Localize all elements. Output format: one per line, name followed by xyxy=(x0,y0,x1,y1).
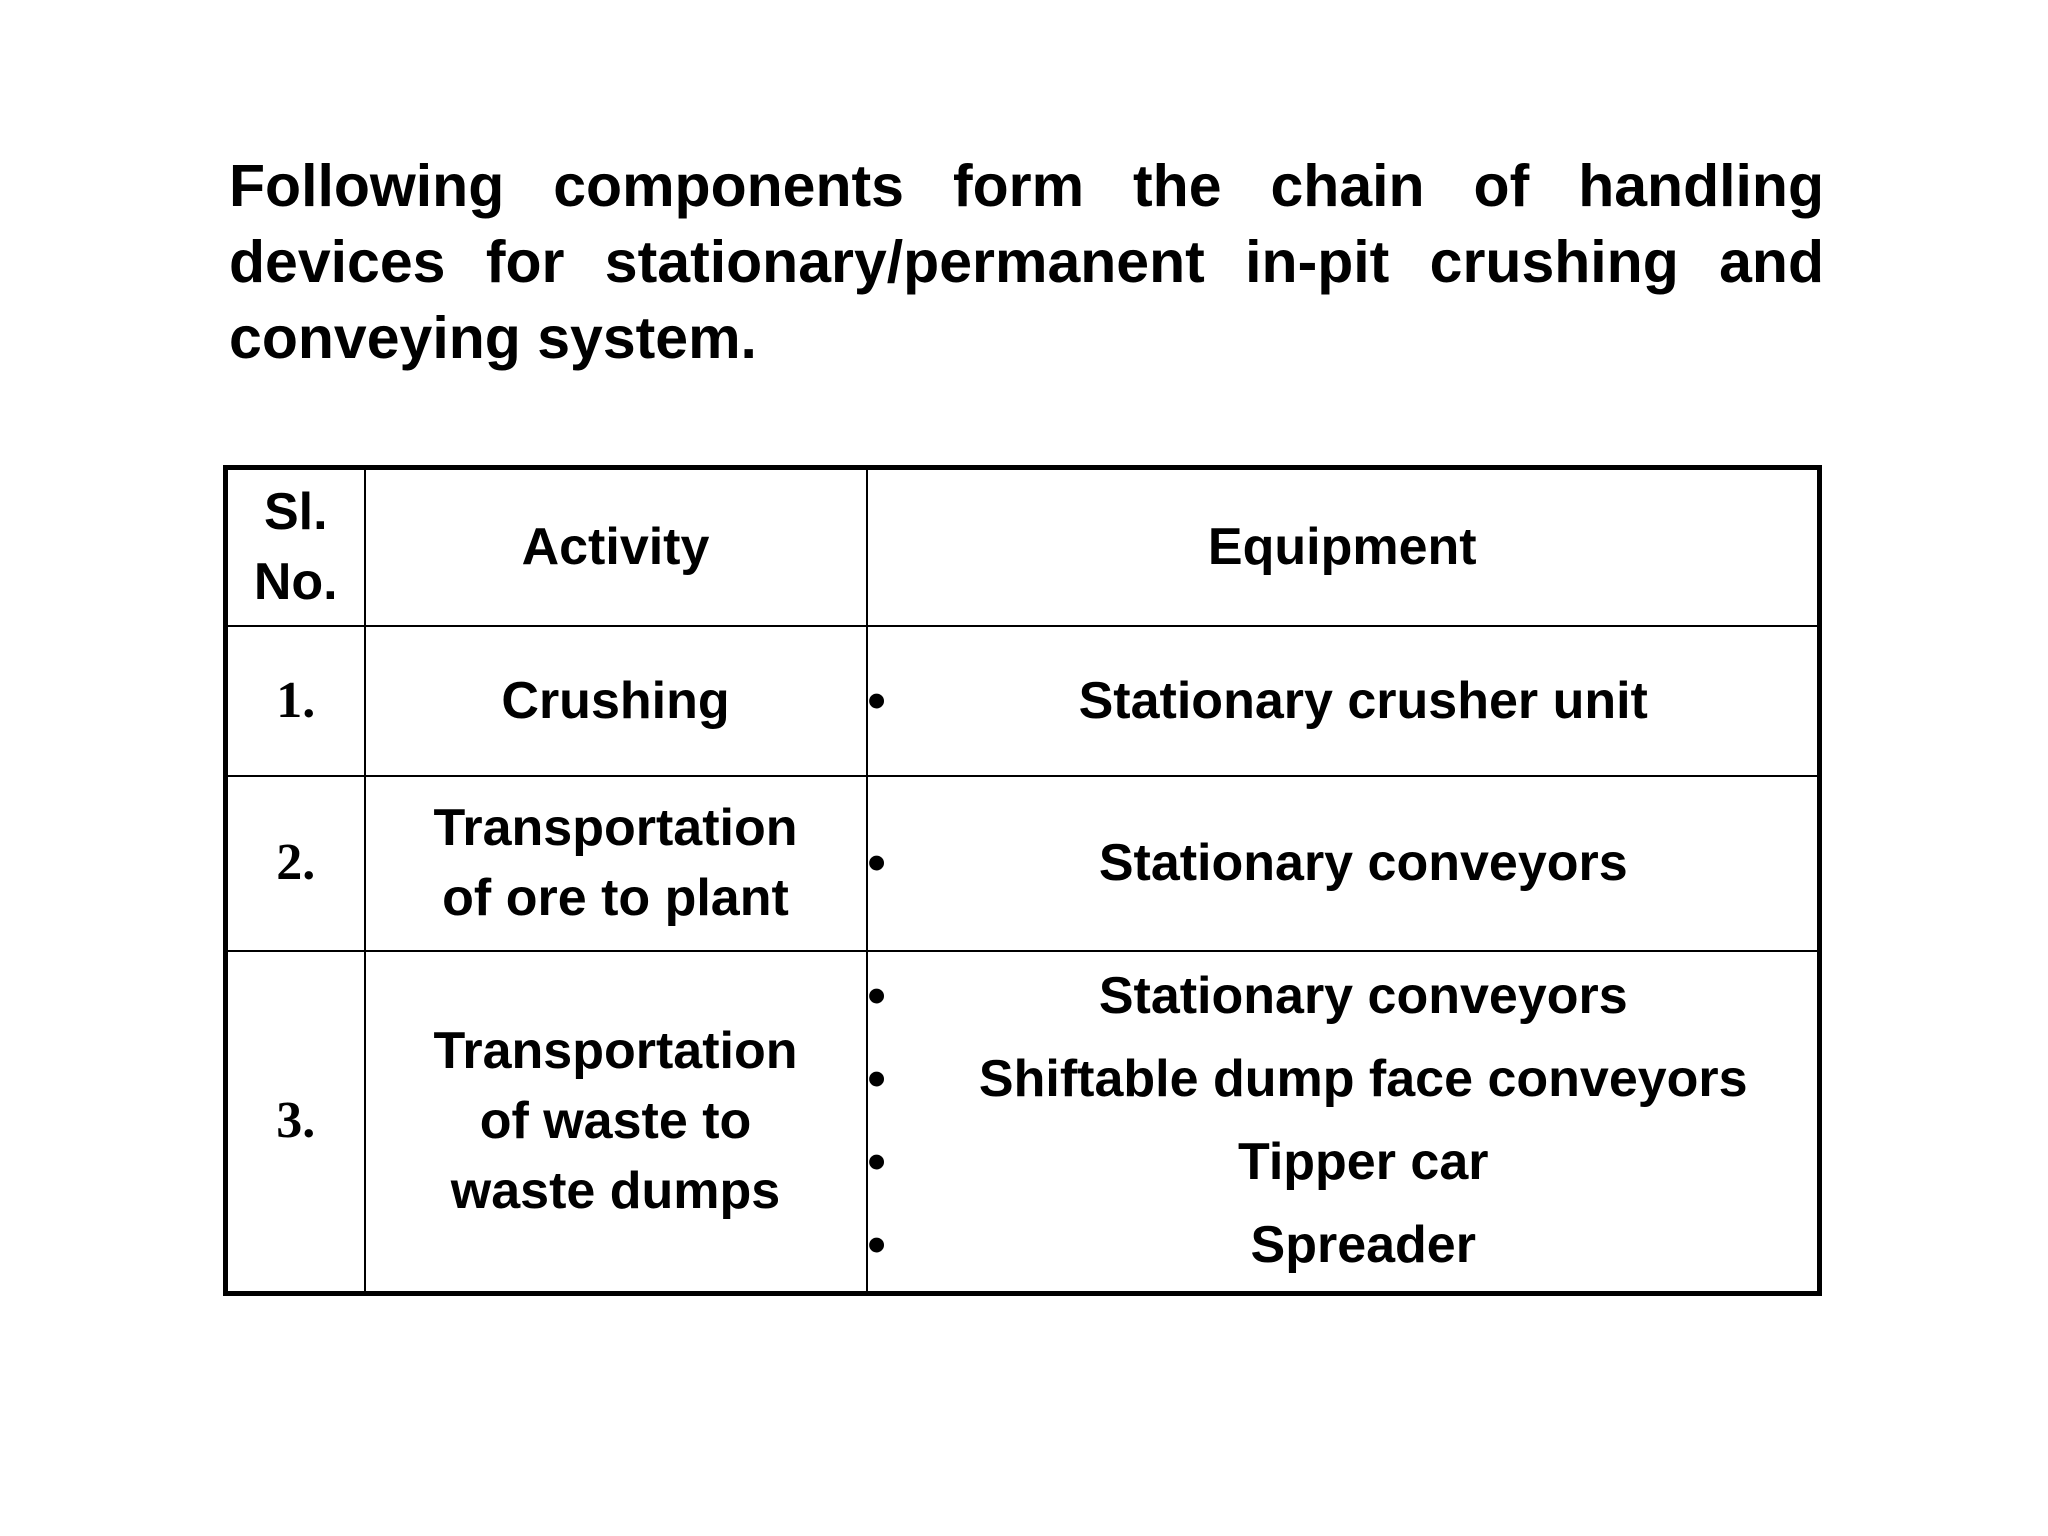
table-row xyxy=(226,776,1820,951)
equipment-item xyxy=(868,666,1818,736)
bullet-icon: • xyxy=(867,1216,886,1275)
bullet-icon: • xyxy=(867,834,886,892)
header-activity: Activity xyxy=(365,468,867,626)
row-sl-no: 1. xyxy=(226,626,365,776)
equipment-item-label: Stationary conveyors xyxy=(1098,967,1628,1026)
equipment-item xyxy=(868,828,1818,898)
row-equipment xyxy=(867,626,1820,776)
header-sl-no xyxy=(226,468,365,626)
activity-line: waste dumps xyxy=(450,1162,781,1221)
activity-line: of waste to xyxy=(479,1092,752,1151)
row-activity xyxy=(365,776,867,951)
equipment-item-label: Spreader xyxy=(1250,1216,1476,1275)
activity-line: of ore to plant xyxy=(442,869,789,927)
row-sl-no: 2. xyxy=(226,776,365,951)
row-activity xyxy=(365,626,867,776)
equipment-item-label: Stationary conveyors xyxy=(1098,834,1628,892)
bullet-icon: • xyxy=(867,671,886,730)
activity-line: Transportation xyxy=(433,799,798,857)
components-table xyxy=(223,465,1822,1296)
equipment-list xyxy=(868,955,1818,1287)
table-row xyxy=(226,626,1820,776)
equipment-item-label: Stationary crusher unit xyxy=(1078,671,1648,730)
header-sl-no-line2: No. xyxy=(253,553,338,612)
table-header-row xyxy=(226,468,1820,626)
row-equipment xyxy=(867,776,1820,951)
equipment-item-label: Shiftable dump face conveyors xyxy=(978,1050,1748,1109)
activity-line: Transportation xyxy=(433,1022,798,1081)
row-equipment xyxy=(867,951,1820,1294)
equipment-item-label: Tipper car xyxy=(1238,1133,1489,1192)
equipment-item xyxy=(868,1204,1818,1287)
row-sl-no: 3. xyxy=(226,951,365,1294)
equipment-list xyxy=(868,666,1818,736)
bullet-icon: • xyxy=(867,967,886,1026)
bullet-icon: • xyxy=(867,1133,886,1192)
table-row xyxy=(226,951,1820,1294)
intro-paragraph: Following components form the chain of handling devices for stationary/permanent in-pit crushing and conveying system. xyxy=(229,153,1824,371)
equipment-item xyxy=(868,1038,1818,1121)
equipment-item xyxy=(868,955,1818,1038)
equipment-item xyxy=(868,1121,1818,1204)
equipment-list xyxy=(868,828,1818,898)
header-equipment: Equipment xyxy=(867,468,1820,626)
row-activity xyxy=(365,951,867,1294)
header-sl-no-line1: Sl. xyxy=(263,483,328,542)
bullet-icon: • xyxy=(867,1050,886,1109)
activity-line: Crushing xyxy=(501,671,730,730)
